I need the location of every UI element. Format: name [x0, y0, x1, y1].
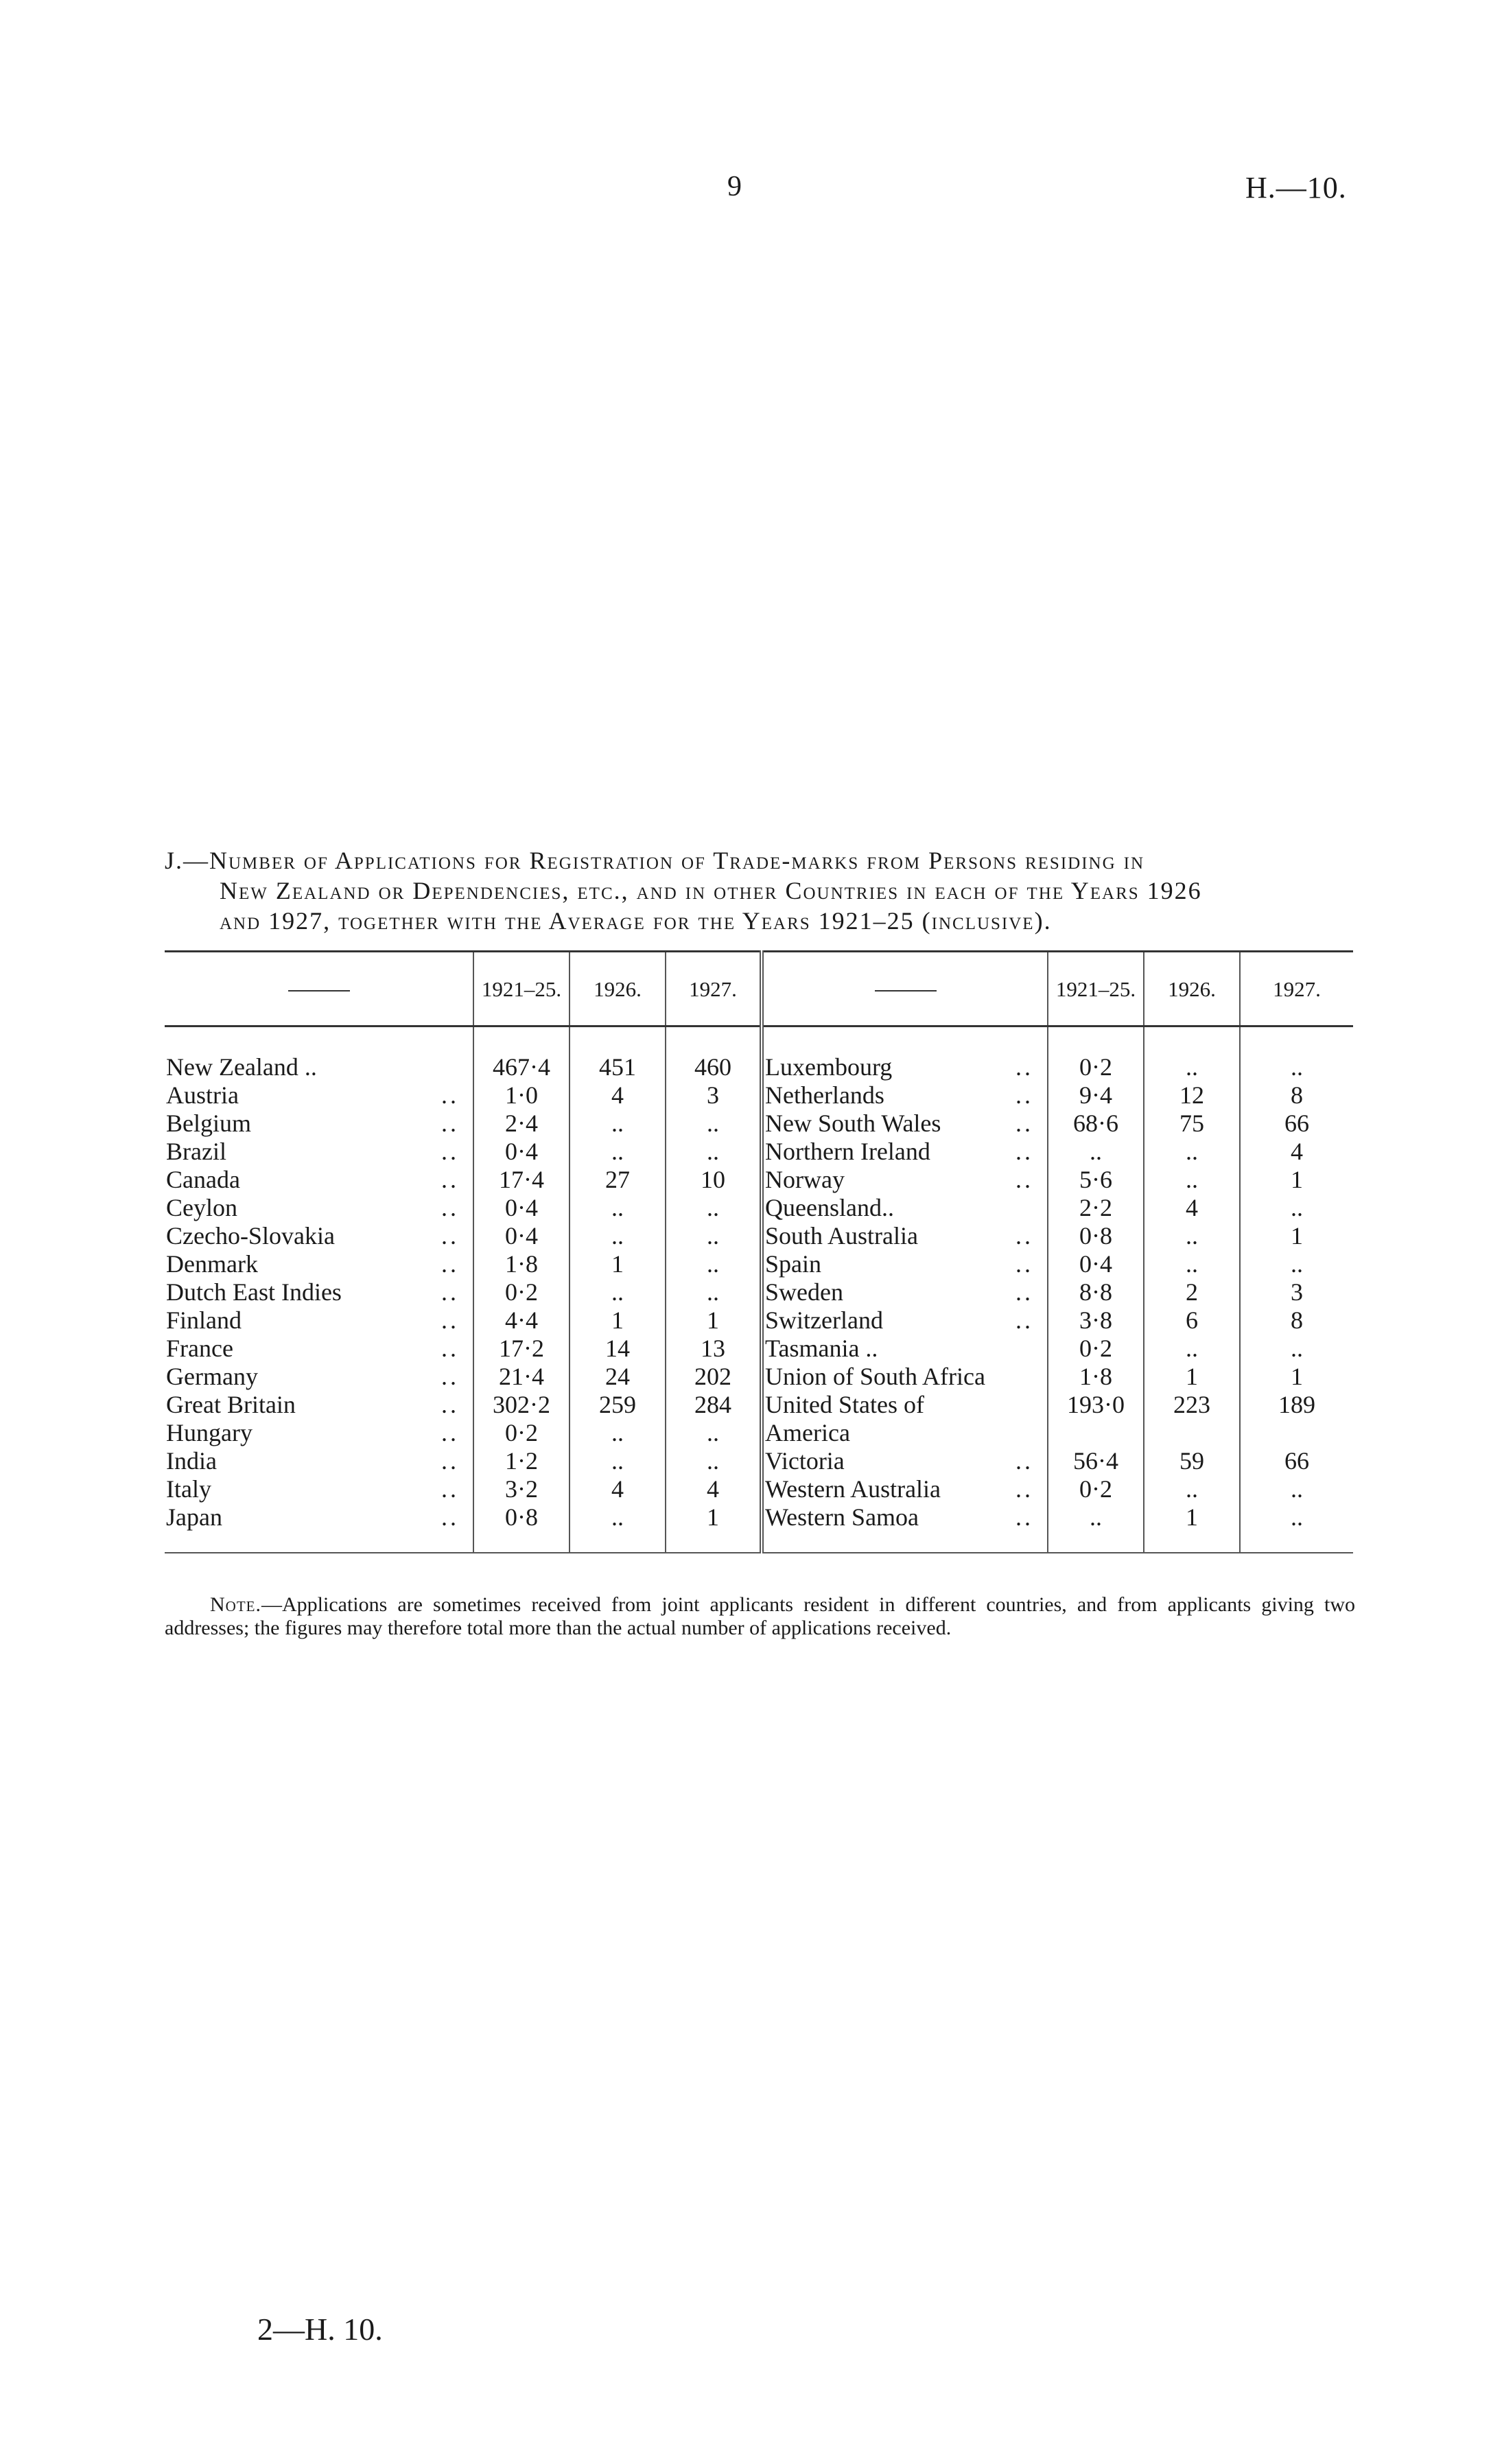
- right-leader: [1005, 1194, 1048, 1222]
- table-row: [165, 1363, 1353, 1391]
- left-avg-1921-25: 467·4: [473, 1026, 570, 1082]
- left-country: Italy: [166, 1475, 211, 1503]
- left-1926: 14: [570, 1335, 666, 1363]
- header-country-left: [165, 952, 473, 1026]
- left-country: India: [166, 1447, 217, 1475]
- left-1926: ..: [570, 1110, 666, 1138]
- right-1927: 66: [1240, 1447, 1353, 1475]
- header-1927-right: 1927.: [1240, 952, 1353, 1026]
- right-avg-1921-25: 0·8: [1048, 1222, 1144, 1250]
- header-1921-25-right: 1921–25.: [1048, 952, 1144, 1026]
- left-avg-1921-25: 4·4: [473, 1306, 570, 1335]
- left-1926: ..: [570, 1419, 666, 1447]
- left-leader: ..: [441, 1447, 459, 1475]
- right-1927: ..: [1240, 1194, 1353, 1222]
- left-1927: 1: [666, 1503, 762, 1553]
- left-country: France: [166, 1335, 233, 1362]
- left-avg-1921-25: 2·4: [473, 1110, 570, 1138]
- right-1927: 3: [1240, 1278, 1353, 1306]
- right-1926: 1: [1144, 1363, 1240, 1391]
- left-1927: 10: [666, 1166, 762, 1194]
- right-1927: ..: [1240, 1475, 1353, 1503]
- left-1927: ..: [666, 1138, 762, 1166]
- left-leader: ..: [441, 1138, 459, 1165]
- left-avg-1921-25: 0·8: [473, 1503, 570, 1553]
- table-header-row: [165, 952, 1353, 1026]
- left-1927: ..: [666, 1250, 762, 1278]
- table-row: [165, 1503, 1353, 1553]
- left-1926: 4: [570, 1081, 666, 1110]
- right-country: Victoria: [762, 1447, 1005, 1475]
- left-avg-1921-25: 21·4: [473, 1363, 570, 1391]
- table-row: [165, 1306, 1353, 1335]
- table-row: [165, 1391, 1353, 1419]
- left-leader: ..: [441, 1391, 459, 1418]
- left-country: Dutch East Indies: [166, 1278, 342, 1306]
- left-leader: ..: [441, 1250, 459, 1278]
- left-1927: ..: [666, 1194, 762, 1222]
- left-leader: ..: [441, 1278, 459, 1306]
- right-avg-1921-25: 2·2: [1048, 1194, 1144, 1222]
- left-1927: ..: [666, 1222, 762, 1250]
- left-country: New Zealand ..: [166, 1053, 317, 1081]
- left-1926: 27: [570, 1166, 666, 1194]
- right-1927: ..: [1240, 1026, 1353, 1082]
- right-country: Northern Ireland: [762, 1138, 1005, 1166]
- table-row: [165, 1026, 1353, 1082]
- left-1926: ..: [570, 1503, 666, 1553]
- left-country: Finland: [166, 1306, 242, 1334]
- left-1926: ..: [570, 1447, 666, 1475]
- right-avg-1921-25: 5·6: [1048, 1166, 1144, 1194]
- document-code: H.—10.: [1245, 171, 1347, 204]
- right-avg-1921-25: ..: [1048, 1503, 1144, 1553]
- right-country: Tasmania ..: [762, 1335, 1005, 1363]
- trade-marks-table: [165, 950, 1353, 1553]
- right-avg-1921-25: 193·0: [1048, 1391, 1144, 1419]
- right-1926: ..: [1144, 1475, 1240, 1503]
- right-country: America: [762, 1419, 1005, 1447]
- left-avg-1921-25: 302·2: [473, 1391, 570, 1419]
- right-avg-1921-25: [1048, 1419, 1144, 1447]
- table-row: [165, 1110, 1353, 1138]
- left-country: Japan: [165, 1503, 415, 1553]
- table-row: [165, 1166, 1353, 1194]
- right-leader: ..: [1005, 1503, 1048, 1553]
- right-country: Sweden: [762, 1278, 1005, 1306]
- right-country: Queensland..: [762, 1194, 1005, 1222]
- right-leader: ..: [1015, 1081, 1033, 1109]
- left-leader: ..: [441, 1081, 459, 1109]
- right-1927: [1240, 1419, 1353, 1447]
- right-leader: ..: [1015, 1475, 1033, 1503]
- right-avg-1921-25: 0·2: [1048, 1026, 1144, 1082]
- right-avg-1921-25: 3·8: [1048, 1306, 1144, 1335]
- header-1927-left: 1927.: [666, 952, 762, 1026]
- right-1926: 4: [1144, 1194, 1240, 1222]
- left-country: Ceylon: [166, 1194, 237, 1221]
- right-1927: ..: [1240, 1503, 1353, 1553]
- left-1927: ..: [666, 1419, 762, 1447]
- left-1926: ..: [570, 1194, 666, 1222]
- right-1926: 1: [1144, 1503, 1240, 1553]
- right-country: Luxembourg: [762, 1026, 1005, 1082]
- right-avg-1921-25: 56·4: [1048, 1447, 1144, 1475]
- right-1927: 66: [1240, 1110, 1353, 1138]
- left-leader: ..: [441, 1335, 459, 1362]
- right-leader: ..: [1015, 1222, 1033, 1249]
- header-1926-right: 1926.: [1144, 952, 1240, 1026]
- right-leader: [1005, 1335, 1048, 1363]
- right-country: Spain: [762, 1250, 1005, 1278]
- title-line-1: J.—Number of Applications for Registration of Trade-marks from Persons residing in: [165, 847, 1145, 874]
- table-row: [165, 1447, 1353, 1475]
- right-leader: ..: [1015, 1306, 1033, 1334]
- left-1927: ..: [666, 1447, 762, 1475]
- left-avg-1921-25: 1·0: [473, 1081, 570, 1110]
- table-row: [165, 1222, 1353, 1250]
- right-leader: ..: [1015, 1166, 1033, 1193]
- right-avg-1921-25: 8·8: [1048, 1278, 1144, 1306]
- right-country: Western Australia: [762, 1475, 1005, 1503]
- table-row: [165, 1419, 1353, 1447]
- right-1927: 8: [1240, 1306, 1353, 1335]
- left-country: Hungary: [166, 1419, 253, 1446]
- left-1926: 451: [570, 1026, 666, 1082]
- left-1927: 3: [666, 1081, 762, 1110]
- left-avg-1921-25: 0·2: [473, 1419, 570, 1447]
- left-1926: 1: [570, 1250, 666, 1278]
- right-avg-1921-25: 0·2: [1048, 1475, 1144, 1503]
- right-country: Netherlands: [762, 1081, 1005, 1110]
- left-1927: ..: [666, 1278, 762, 1306]
- right-1926: 6: [1144, 1306, 1240, 1335]
- dash-mark: [875, 990, 937, 992]
- left-avg-1921-25: 1·2: [473, 1447, 570, 1475]
- right-1926: 12: [1144, 1081, 1240, 1110]
- footer-code: 2—H. 10.: [257, 2312, 383, 2347]
- right-leader: ..: [1015, 1053, 1033, 1081]
- right-leader: ..: [1015, 1278, 1033, 1306]
- left-1927: 13: [666, 1335, 762, 1363]
- right-1926: [1144, 1419, 1240, 1447]
- right-avg-1921-25: 0·2: [1048, 1335, 1144, 1363]
- right-leader: ..: [1015, 1447, 1033, 1475]
- right-country: Union of South Africa: [762, 1363, 1005, 1391]
- right-leader: ..: [1015, 1250, 1033, 1278]
- left-country: Belgium: [166, 1110, 251, 1137]
- right-1926: ..: [1144, 1222, 1240, 1250]
- left-leader: ..: [415, 1503, 473, 1553]
- table-title: [165, 845, 1355, 936]
- left-1927: ..: [666, 1110, 762, 1138]
- right-country: New South Wales: [762, 1110, 1005, 1138]
- left-leader: [415, 1026, 473, 1082]
- left-country: Denmark: [166, 1250, 258, 1278]
- right-1926: ..: [1144, 1335, 1240, 1363]
- right-country: United States of: [762, 1391, 1005, 1419]
- right-1926: 223: [1144, 1391, 1240, 1419]
- right-1926: 2: [1144, 1278, 1240, 1306]
- right-1926: ..: [1144, 1166, 1240, 1194]
- right-1926: 59: [1144, 1447, 1240, 1475]
- right-country: Norway: [762, 1166, 1005, 1194]
- left-leader: ..: [441, 1363, 459, 1390]
- table-row: [165, 1194, 1353, 1222]
- left-country: Czecho-Slovakia: [166, 1222, 335, 1249]
- right-country: Western Samoa: [762, 1503, 1005, 1553]
- left-country: Austria: [166, 1081, 239, 1109]
- right-country: South Australia: [762, 1222, 1005, 1250]
- right-1927: ..: [1240, 1335, 1353, 1363]
- title-line-2: New Zealand or Dependencies, etc., and in other Countries in each of the Years 1926: [220, 877, 1202, 904]
- table-row: [165, 1335, 1353, 1363]
- left-leader: ..: [441, 1166, 459, 1193]
- right-leader: ..: [1015, 1138, 1033, 1165]
- left-1927: 202: [666, 1363, 762, 1391]
- left-1926: 24: [570, 1363, 666, 1391]
- right-avg-1921-25: 68·6: [1048, 1110, 1144, 1138]
- right-1927: 1: [1240, 1363, 1353, 1391]
- table-body: [165, 1026, 1353, 1553]
- left-country: Canada: [166, 1166, 240, 1193]
- right-leader: [1005, 1363, 1048, 1391]
- right-1926: ..: [1144, 1250, 1240, 1278]
- dash-mark: [288, 990, 350, 992]
- right-1927: 8: [1240, 1081, 1353, 1110]
- right-leader: [1005, 1391, 1048, 1419]
- right-avg-1921-25: ..: [1048, 1138, 1144, 1166]
- note-label: Note.: [210, 1593, 261, 1616]
- right-1927: 189: [1240, 1391, 1353, 1419]
- table-row: [165, 1138, 1353, 1166]
- left-1926: 4: [570, 1475, 666, 1503]
- left-country: Germany: [166, 1363, 258, 1390]
- left-avg-1921-25: 0·2: [473, 1278, 570, 1306]
- right-leader: ..: [1015, 1110, 1033, 1137]
- right-avg-1921-25: 0·4: [1048, 1250, 1144, 1278]
- header-1921-25-left: 1921–25.: [473, 952, 570, 1026]
- left-avg-1921-25: 1·8: [473, 1250, 570, 1278]
- right-leader: [1005, 1419, 1048, 1447]
- title-line-3: and 1927, together with the Average for the Years 1921–25 (inclusive).: [220, 907, 1052, 935]
- footnote: [165, 1593, 1355, 1640]
- left-1926: ..: [570, 1278, 666, 1306]
- header-country-right: [762, 952, 1048, 1026]
- table-row: [165, 1475, 1353, 1503]
- left-1927: 4: [666, 1475, 762, 1503]
- left-1926: ..: [570, 1222, 666, 1250]
- right-1926: 75: [1144, 1110, 1240, 1138]
- left-leader: ..: [441, 1419, 459, 1446]
- right-1927: 1: [1240, 1222, 1353, 1250]
- right-1927: 1: [1240, 1166, 1353, 1194]
- left-1927: 460: [666, 1026, 762, 1082]
- left-avg-1921-25: 3·2: [473, 1475, 570, 1503]
- left-1926: 1: [570, 1306, 666, 1335]
- left-country: Brazil: [166, 1138, 226, 1165]
- left-leader: ..: [441, 1306, 459, 1334]
- left-avg-1921-25: 17·2: [473, 1335, 570, 1363]
- left-leader: ..: [441, 1475, 459, 1503]
- header-1926-left: 1926.: [570, 952, 666, 1026]
- left-1926: 259: [570, 1391, 666, 1419]
- left-avg-1921-25: 0·4: [473, 1222, 570, 1250]
- left-1927: 1: [666, 1306, 762, 1335]
- left-1927: 284: [666, 1391, 762, 1419]
- right-country: Switzerland: [762, 1306, 1005, 1335]
- table-row: [165, 1081, 1353, 1110]
- right-avg-1921-25: 9·4: [1048, 1081, 1144, 1110]
- table-row: [165, 1250, 1353, 1278]
- left-avg-1921-25: 0·4: [473, 1194, 570, 1222]
- right-1926: ..: [1144, 1026, 1240, 1082]
- right-1927: 4: [1240, 1138, 1353, 1166]
- left-leader: ..: [441, 1222, 459, 1249]
- left-1926: ..: [570, 1138, 666, 1166]
- right-1926: ..: [1144, 1138, 1240, 1166]
- left-leader: ..: [441, 1110, 459, 1137]
- right-1927: ..: [1240, 1250, 1353, 1278]
- left-avg-1921-25: 0·4: [473, 1138, 570, 1166]
- left-country: Great Britain: [166, 1391, 296, 1418]
- left-avg-1921-25: 17·4: [473, 1166, 570, 1194]
- right-avg-1921-25: 1·8: [1048, 1363, 1144, 1391]
- note-text: —Applications are sometimes received from joint applicants resident in different countries, and from applicants giving two addresses; the figures may therefore total more than the actual number of applications received.: [165, 1593, 1355, 1639]
- page-number: 9: [727, 171, 742, 202]
- left-leader: ..: [441, 1194, 459, 1221]
- table-row: [165, 1278, 1353, 1306]
